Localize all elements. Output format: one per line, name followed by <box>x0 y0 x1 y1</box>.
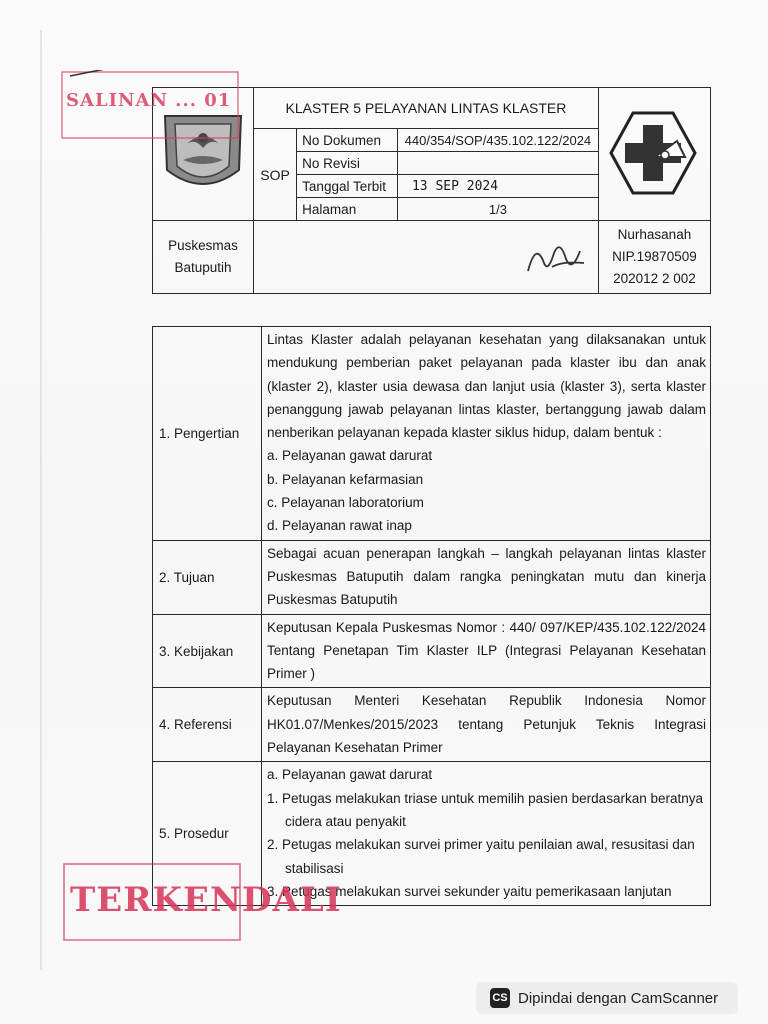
document-title: KLASTER 5 PELAYANAN LINTAS KLASTER <box>254 88 599 129</box>
list-item: b. Pelayanan kefarmasian <box>267 471 424 487</box>
signer-cell <box>598 221 710 294</box>
puskesmas-name-cell <box>153 221 254 294</box>
procedure-step: 2. Petugas melakukan survei primer yaitu penilaian awal, resusitasi dan stabilisasi <box>267 837 695 876</box>
signer-nip-line-2: 202012 2 002 <box>613 271 696 286</box>
section-label-tujuan: 2. Tujuan <box>153 540 262 614</box>
list-item: c. Pelayanan laboratorium <box>267 495 424 511</box>
field-label-no-revisi: No Revisi <box>297 152 398 175</box>
camscanner-watermark <box>476 982 738 1014</box>
pengertian-paragraph: Lintas Klaster adalah pelayanan kesehatan yang dilaksanakan untuk mendukung pemberian paket pelayanan pada klaster ibu dan anak (klaster 2), klaster usia dewasa dan lanjut usia (klaster 3), serta klaster penanggung jawab pelayanan lintas klaster, bertanggung jawab dalam nenberikan pelayanan kepada klaster siklus hidup, dalam bentuk : <box>267 332 706 441</box>
camscanner-logo-icon: CS <box>490 988 510 1008</box>
signature-area <box>254 221 599 294</box>
field-value-tanggal-terbit: 13 SEP 2024 <box>397 175 598 198</box>
puskesmas-line-2: Batuputih <box>174 260 232 275</box>
sop-content-table <box>152 326 711 906</box>
field-value-no-revisi <box>397 152 598 175</box>
field-label-tanggal-terbit: Tanggal Terbit <box>297 175 398 198</box>
list-item: a. Pelayanan gawat darurat <box>267 448 433 464</box>
procedure-step: 1. Petugas melakukan triase untuk memilih pasien berdasarkan beratnya cidera atau penyakit <box>267 790 703 829</box>
section-body-kebijakan: Keputusan Kepala Puskesmas Nomor : 440/ 097/KEP/435.102.122/2024 Tentang Penetapan Tim Klaster ILP (Integrasi Pelayanan Kesehatan Primer ) <box>262 614 711 688</box>
page-edge-shadow <box>40 30 42 970</box>
section-body-tujuan: Sebagai acuan penerapan langkah – langkah pelayanan lintas klaster Puskesmas Batuputih dalam rangka peningkatan mutu dan kinerja Puskesmas Batuputih <box>262 540 711 614</box>
salinan-stamp <box>60 70 240 140</box>
sop-label: SOP <box>254 129 297 221</box>
section-label-kebijakan: 3. Kebijakan <box>153 614 262 688</box>
salinan-stamp-text: SALINAN ... 01 <box>66 90 232 111</box>
procedure-step: 3. Petugas melakukan survei sekunder yaitu pemerikasaan lanjutan <box>267 883 672 899</box>
terkendali-stamp <box>62 862 342 942</box>
list-item: d. Pelayanan rawat inap <box>267 518 412 534</box>
field-label-halaman: Halaman <box>297 198 398 221</box>
signer-nip-line-1: NIP.19870509 <box>612 249 697 264</box>
section-body-pengertian <box>262 327 711 541</box>
puskesmas-line-1: Puskesmas <box>168 238 238 253</box>
puskesmas-logo-icon <box>599 99 707 207</box>
section-label-pengertian: 1. Pengertian <box>153 327 262 541</box>
section-body-referensi: Keputusan Menteri Kesehatan Republik Indonesia Nomor HK01.07/Menkes/2015/2023 tentang Petunjuk Teknis Integrasi Pelayanan Kesehatan Primer <box>262 688 711 762</box>
camscanner-text: Dipindai dengan CamScanner <box>518 989 719 1007</box>
field-value-halaman: 1/3 <box>397 198 598 221</box>
section-label-prosedur: 5. Prosedur <box>153 762 262 906</box>
field-label-no-dokumen: No Dokumen <box>297 129 398 152</box>
puskesmas-logo-cell <box>598 88 710 221</box>
section-label-referensi: 4. Referensi <box>153 688 262 762</box>
field-value-no-dokumen: 440/354/SOP/435.102.122/2024 <box>397 129 598 152</box>
prosedur-subheading: a. Pelayanan gawat darurat <box>267 767 433 783</box>
signer-name: Nurhasanah <box>617 227 692 242</box>
signature-icon <box>522 233 592 283</box>
terkendali-stamp-text: TERKENDALI <box>70 880 342 920</box>
